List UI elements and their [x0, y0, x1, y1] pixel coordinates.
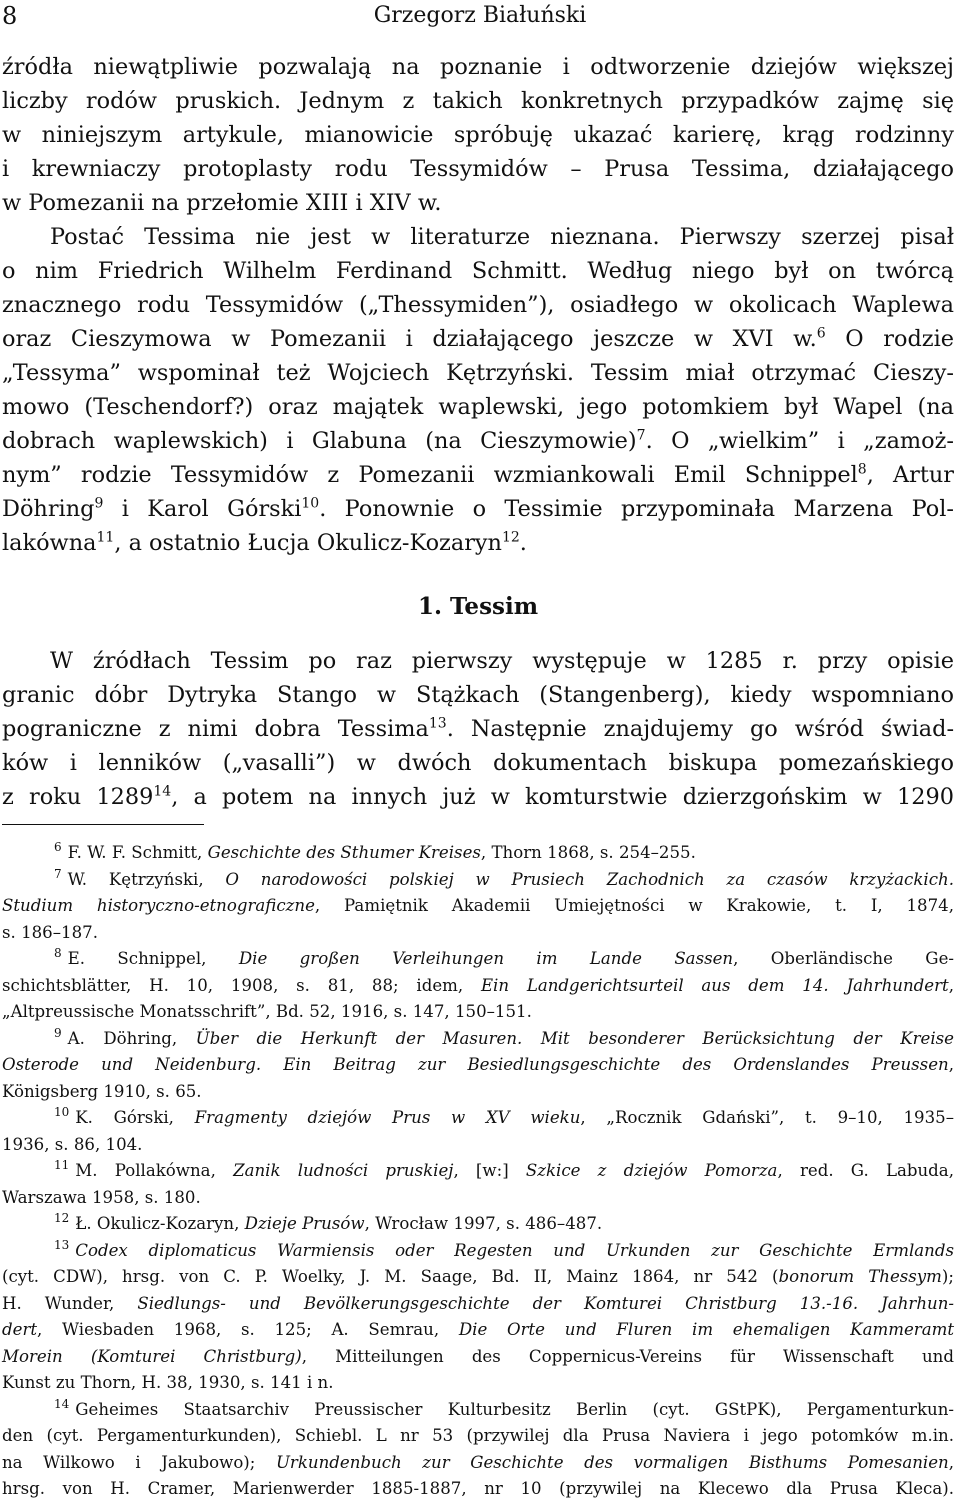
- fn-text: , Wiesbaden 1968, s. 125; A. Semrau,: [37, 1320, 459, 1339]
- footnote-14-cont: hrsg. von H. Cramer, Marienwerder 1885-1887, nr 10 (przywilej na Klecewo dla Prusa Kleca).: [2, 1479, 954, 1498]
- footnote-8-cont: [2, 973, 954, 1000]
- text-line: [2, 712, 954, 746]
- footnote-separator: [2, 824, 204, 825]
- line-text: i Karol Górski: [103, 496, 302, 522]
- fn-text: ,: [948, 975, 954, 995]
- line-text: .: [519, 530, 527, 556]
- footnote-ref-6[interactable]: 6: [816, 325, 826, 342]
- footnote-9: [2, 1026, 954, 1053]
- text-line: W źródłach Tessim po raz pierwszy występuje w 1285 r. przy opisie: [50, 648, 954, 674]
- footnote-13-cont: [2, 1344, 954, 1371]
- footnote-number: 14: [54, 1396, 70, 1411]
- footnote-10-cont: 1936, s. 86, 104.: [2, 1134, 143, 1154]
- footnote-13-cont: [2, 1291, 954, 1318]
- line-text: , a potem na innych już w komturstwie dzierzgońskim w 1290: [171, 784, 955, 810]
- footnote-7-cont: s. 186–187.: [2, 922, 98, 942]
- text-line: Postać Tessima nie jest w literaturze nieznana. Pierwszy szerzej pisał: [50, 224, 954, 250]
- main-text: [2, 50, 954, 814]
- footnote-number: 13: [54, 1237, 70, 1252]
- fn-text: W. Kętrzyński,: [67, 869, 226, 889]
- fn-text: na Wilkowo i Jakubowo);: [2, 1452, 276, 1472]
- fn-text: schichtsblätter, H. 10, 1908, s. 81, 88; idem,: [2, 975, 481, 995]
- text-line: w Pomezanii na przełomie XIII i XIV w.: [2, 190, 442, 216]
- line-text: Döhring: [2, 496, 95, 522]
- text-line: [2, 492, 954, 526]
- fn-text: , Mitteilungen des Coppernicus-Vereins für Wissenschaft und: [301, 1346, 954, 1366]
- fn-text: , Oberländische Ge-: [733, 949, 954, 968]
- fn-text: (cyt. CDW), hrsg. von C. P. Woelky, J. M. Saage, Bd. II, Mainz 1864, nr 542 (: [2, 1267, 779, 1286]
- footnote-ref-12[interactable]: 12: [501, 529, 520, 546]
- footnote-14: [2, 1397, 954, 1424]
- footnote-8-cont: „Altpreussische Monatsschrift”, Bd. 52, 1916, s. 147, 150–151.: [2, 1002, 532, 1021]
- footnote-ref-7[interactable]: 7: [636, 427, 646, 444]
- fn-text: , Wrocław 1997, s. 486–487.: [364, 1214, 603, 1233]
- line-text: O rodzie: [825, 326, 954, 352]
- fn-title: Über die Herkunft der Masuren. Mit besonderer Berücksichtung der Kreise: [195, 1028, 954, 1048]
- fn-title: Osterode und Neidenburg. Ein Beitrag zur Besiedlungsgeschichte des Ordenslandes Preussen: [2, 1055, 949, 1074]
- footnote-ref-14[interactable]: 14: [153, 783, 172, 800]
- text-line: źródła niewątpliwie pozwalają na poznanie i odtworzenie dziejów większej: [2, 54, 954, 80]
- fn-text: A. Döhring,: [67, 1028, 196, 1048]
- footnote-6: [2, 840, 954, 867]
- fn-title: O narodowości polskiej w Prusiech Zachodnich za czasów krzyżackich.: [225, 869, 954, 889]
- line-text: . O „wielkim” i „zamoż-: [645, 428, 954, 454]
- fn-text: );: [941, 1267, 954, 1286]
- paragraph-2: [2, 220, 954, 560]
- fn-title: Urkundenbuch zur Geschichte des vormaligen Bisthums Pomesanien: [275, 1452, 949, 1472]
- line-text: . Następnie znajdujemy go wśród świad-: [446, 716, 955, 742]
- fn-text: E. Schnippel,: [67, 949, 239, 968]
- line-text: oraz Cieszymowa w Pomezanii i działającego jeszcze w XVI w.: [2, 326, 817, 352]
- footnote-number: 12: [54, 1211, 70, 1226]
- text-line: [2, 780, 954, 814]
- text-line: „Tessyma” wspominał też Wojciech Kętrzyński. Tessim miał otrzymać Cieszy-: [2, 360, 954, 386]
- fn-title: Codex diplomaticus Warmiensis oder Regesten und Urkunden zur Geschichte Ermlands: [75, 1240, 954, 1260]
- footnote-8: [2, 946, 954, 973]
- footnote-ref-9[interactable]: 9: [94, 495, 104, 512]
- fn-text: Geheimes Staatsarchiv Preussischer Kulturbesitz Berlin (cyt. GStPK), Pergamenturkun-: [75, 1399, 954, 1419]
- fn-title: Szkice z dziejów Pomorza: [525, 1161, 778, 1180]
- footnote-number: 10: [54, 1105, 70, 1120]
- fn-title: Zanik ludności pruskiej: [233, 1161, 454, 1180]
- footnote-13-cont: Kunst zu Thorn, H. 38, 1930, s. 141 i n.: [2, 1373, 334, 1392]
- footnote-7-cont: [2, 893, 954, 920]
- fn-text: Ł. Okulicz-Kozaryn,: [75, 1214, 245, 1233]
- fn-title: Fragmenty dziejów Prus w XV wieku: [194, 1108, 581, 1127]
- footnote-9-cont: [2, 1052, 954, 1079]
- line-text: dobrach waplewskich) i Glabuna (na Cieszymowie): [2, 428, 637, 454]
- footnote-13-cont: [2, 1317, 954, 1344]
- text-line: i krewniaczy protoplasty rodu Tessymidów – Prusa Tessima, działającego: [2, 156, 954, 182]
- text-line: liczby rodów pruskich. Jednym z takich konkretnych przypadków zajmę się: [2, 88, 954, 114]
- fn-title: Siedlungs- und Bevölkerungsgeschichte der Komturei Christburg 13.-16. Jahrhun-: [137, 1293, 954, 1313]
- text-line: granic dóbr Dytryka Stango w Stążkach (Stangenberg), kiedy wspomniano: [2, 682, 954, 708]
- fn-text: ,: [948, 1452, 954, 1472]
- footnote-number: 11: [54, 1158, 70, 1173]
- footnote-number: 7: [54, 866, 62, 881]
- footnote-ref-8[interactable]: 8: [857, 461, 867, 478]
- paragraph-1: [2, 50, 954, 220]
- footnotes: [2, 840, 954, 1503]
- footnote-9-cont: Königsberg 1910, s. 65.: [2, 1081, 202, 1101]
- text-line: ków i lenników („vasalli”) w dwóch dokumentach biskupa pomezańskiego: [2, 750, 954, 776]
- line-text: pograniczne z nimi dobra Tessima: [2, 716, 429, 742]
- text-line: [2, 526, 954, 560]
- footnote-10: [2, 1105, 954, 1132]
- footnote-ref-10[interactable]: 10: [301, 495, 320, 512]
- text-line: znacznego rodu Tessymidów („Thessymiden”), osiadłego w okolicach Waplewa: [2, 292, 954, 318]
- fn-title: Morein (Komturei Christburg): [2, 1346, 302, 1366]
- text-line: [2, 424, 954, 458]
- footnote-14-cont: den (cyt. Pergamenturkunden), Schiebl. L nr 53 (przywilej dla Prusa Naviera i jego potomków m.in.: [2, 1426, 954, 1445]
- footnote-14-cont: [2, 1450, 954, 1477]
- footnote-number: 9: [54, 1025, 62, 1040]
- footnote-12: [2, 1211, 954, 1238]
- fn-title: Ein Landgerichtsurteil aus dem 14. Jahrhundert: [480, 975, 949, 995]
- text-line: mowo (Teschendorf?) oraz majątek waplewski, jego potomkiem był Wapel (na: [2, 394, 954, 420]
- fn-title: Studium historyczno-etnograficzne: [2, 896, 315, 915]
- text-line: w niniejszym artykule, mianowicie spróbuję ukazać karierę, krąg rodzinny: [2, 122, 954, 148]
- section-heading: 1. Tessim: [417, 593, 539, 620]
- fn-title: Dzieje Prusów: [244, 1214, 365, 1233]
- footnote-13: [2, 1238, 954, 1265]
- fn-title: Die Orte und Fluren im ehemaligen Kammeramt: [458, 1320, 954, 1339]
- fn-title: Geschichte des Sthumer Kreises: [207, 843, 481, 862]
- fn-text: , [w:]: [453, 1161, 526, 1180]
- text-line: o nim Friedrich Wilhelm Ferdinand Schmitt. Według niego był on twórcą: [2, 258, 954, 284]
- line-text: z roku 1289: [2, 784, 154, 810]
- footnote-ref-13[interactable]: 13: [428, 715, 447, 732]
- line-text: , a ostatnio Łucja Okulicz-Kozaryn: [114, 530, 502, 556]
- running-head-author: Grzegorz Białuński: [373, 3, 587, 28]
- fn-text: , „Rocznik Gdański”, t. 9–10, 1935–: [580, 1108, 955, 1127]
- footnote-13-cont: [2, 1264, 954, 1291]
- fn-text: ,: [948, 1055, 954, 1074]
- footnote-7: [2, 867, 954, 894]
- line-text: nym” rodzie Tessymidów z Pomezanii wzmiankowali Emil Schnippel: [2, 462, 858, 488]
- paragraph-3: [2, 644, 954, 814]
- line-text: , Artur: [866, 462, 955, 488]
- footnote-11: [2, 1158, 954, 1185]
- page-header: [0, 0, 960, 34]
- footnote-number: 8: [54, 946, 62, 961]
- fn-title: Die großen Verleihungen im Lande Sassen: [238, 949, 734, 968]
- fn-text: M. Pollakówna,: [75, 1161, 234, 1180]
- fn-text: K. Górski,: [75, 1108, 195, 1127]
- fn-text: F. W. F. Schmitt,: [67, 843, 208, 862]
- fn-text: , red. G. Labuda,: [777, 1161, 954, 1180]
- footnote-11-cont: Warszawa 1958, s. 180.: [2, 1187, 201, 1207]
- footnote-number: 6: [54, 840, 62, 855]
- page-number: 8: [2, 2, 18, 30]
- line-text: . Ponownie o Tessimie przypominała Marzena Pol-: [319, 496, 954, 522]
- line-text: lakówna: [2, 530, 97, 556]
- fn-text: H. Wunder,: [2, 1293, 138, 1313]
- fn-title: bonorum Thessym: [778, 1267, 942, 1286]
- footnote-ref-11[interactable]: 11: [96, 529, 115, 546]
- text-line: [2, 322, 954, 356]
- text-line: [2, 458, 954, 492]
- fn-title: dert: [2, 1320, 38, 1339]
- fn-text: , Pamiętnik Akademii Umiejętności w Krakowie, t. I, 1874,: [314, 896, 954, 915]
- fn-text: , Thorn 1868, s. 254–255.: [480, 843, 696, 862]
